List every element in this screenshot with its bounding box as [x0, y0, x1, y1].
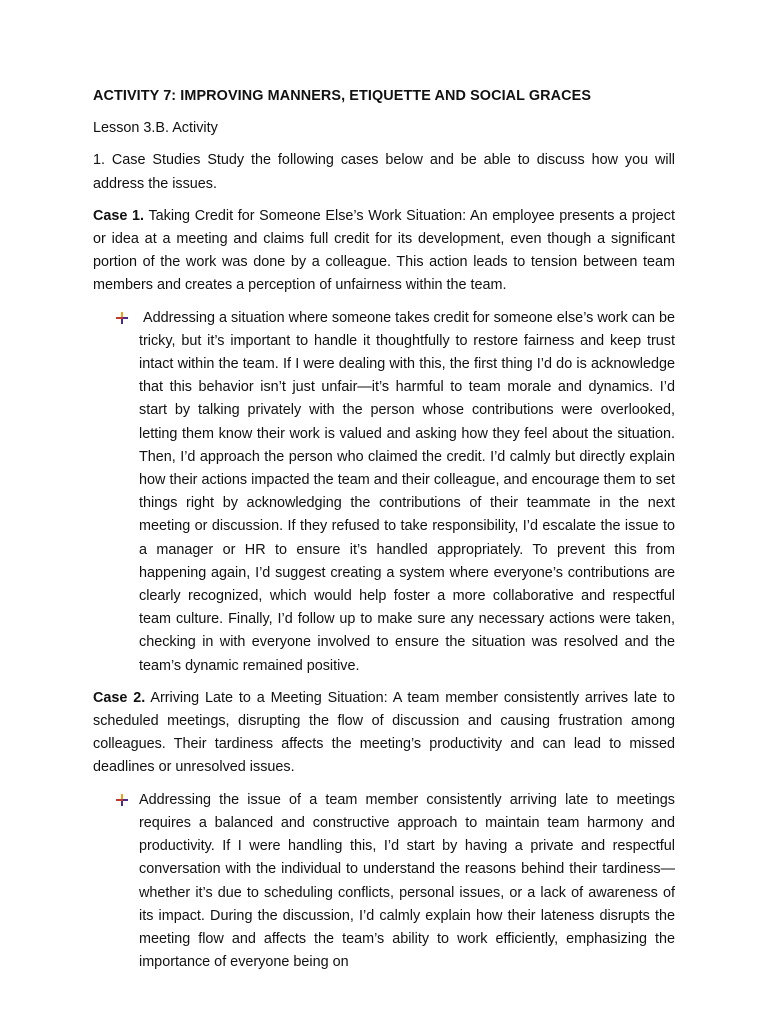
document-title: ACTIVITY 7: IMPROVING MANNERS, ETIQUETTE AND SOCIAL GRACES — [93, 88, 592, 104]
case-1-description-paragraph — [93, 205, 675, 298]
case-2-label: Case 2. — [93, 689, 146, 706]
case-2-response: Addressing the issue of a team member consistently arriving late to meetings requires a balanced and constructive approach to maintain team harmony and productivity. If I were handling this, I’d start by having a private and respectful conversation with the individual to understand the reasons behind their tardiness—whether it’s due to scheduling conflicts, personal issues, or a lack of awareness of its impact. During the discussion, I’d calmly explain how their lateness disrupts the meeting flow and affects the team’s ability to work efficiently, emphasizing the importance of everyone being on — [139, 791, 675, 971]
lesson-label: Lesson 3.B. Activity — [93, 120, 218, 137]
case-1-description: Taking Credit for Someone Else’s Work Situation: An employee presents a project or idea at a meeting and claims full credit for its development, even though a significant portion of the work was done by a colleague. This action leads to tension between team members and creates a perception of unfairness within the team. — [93, 207, 675, 294]
case-1-response-item — [139, 307, 675, 678]
document-page — [93, 85, 675, 983]
four-point-star-bullet-icon — [115, 793, 129, 807]
instruction-text: 1. Case Studies Study the following cases below and be able to discuss how you will address the issues. — [93, 152, 675, 192]
case-2-description: Arriving Late to a Meeting Situation: A team member consistently arrives late to scheduled meetings, disrupting the flow of discussion and causing frustration among colleagues. Their tardiness affects the meeting’s productivity and can lead to missed deadlines or unresolved issues. — [93, 689, 675, 776]
case-1-label: Case 1. — [93, 207, 145, 224]
case-2-description-paragraph — [93, 687, 675, 780]
case-2-response-item — [139, 789, 675, 975]
four-point-star-bullet-icon — [115, 311, 129, 325]
case-1-response: Addressing a situation where someone takes credit for someone else’s work can be tricky, but it’s important to handle it thoughtfully to restore fairness and keep trust intact within the team. If I were dealing with this, the first thing I’d do is acknowledge that this behavior isn’t just unfair—it’s harmful to team morale and dynamics. I’d start by talking privately with the person whose contributions were overlooked, letting them know their work is valued and asking how they feel about the situation. Then, I’d approach the person who claimed the credit. I’d calmly but directly explain how their actions impacted the team and their colleague, and encourage them to set things right by acknowledging the contributions of their teammate in the next meeting or discussion. If they refused to take responsibility, I’d escalate the issue to a manager or HR to ensure it’s handled appropriately. To prevent this from happening again, I’d suggest creating a system where everyone’s contributions are clearly recognized, which would help foster a more collaborative and respectful team culture. Finally, I’d follow up to make sure any necessary actions were taken, checking in with everyone involved to ensure the situation was resolved and the team’s dynamic remained positive. — [139, 309, 675, 674]
